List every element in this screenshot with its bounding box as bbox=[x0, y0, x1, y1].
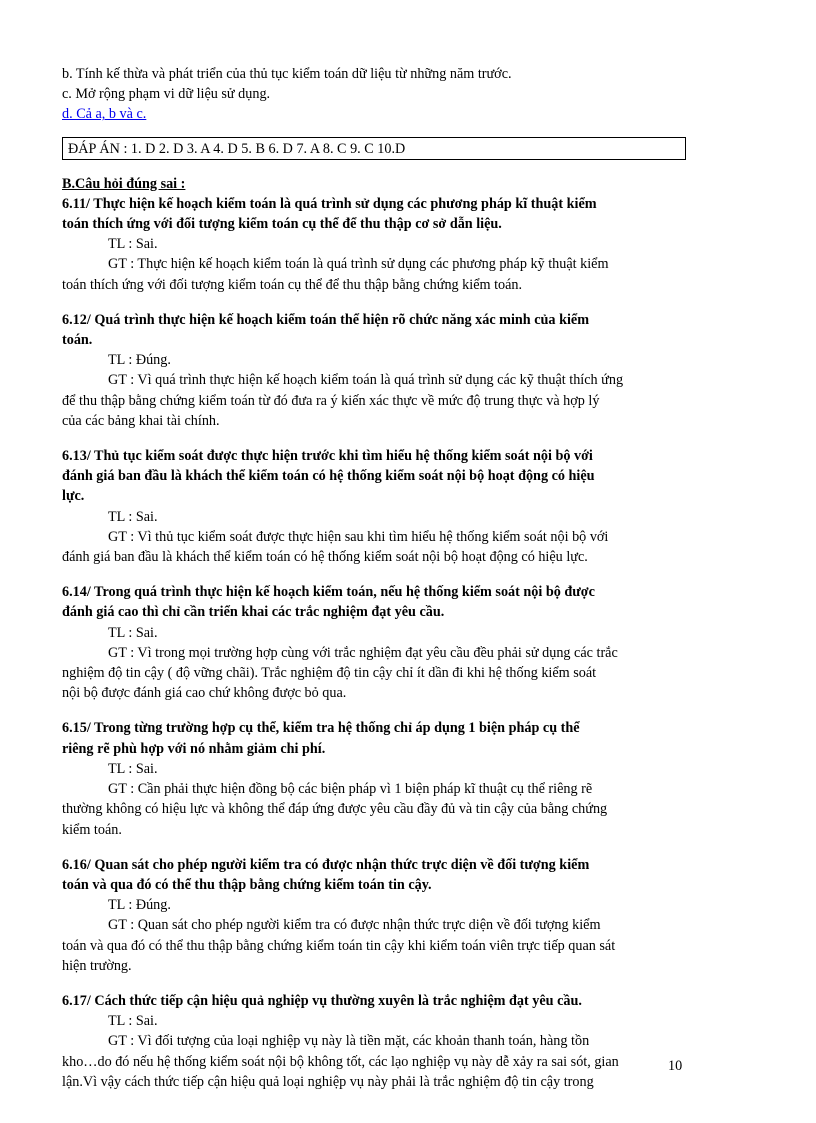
answer-verdict: TL : Đúng. bbox=[108, 352, 171, 369]
explanation-line: GT : Quan sát cho phép người kiểm tra có được nhận thức trực diện về đối tượng kiểm bbox=[108, 917, 601, 934]
question-block bbox=[62, 991, 686, 1092]
explanation-line: GT : Vì quá trình thực hiện kế hoạch kiểm toán là quá trình sử dụng các kỹ thuật thích ứng bbox=[108, 372, 624, 389]
document-page bbox=[62, 64, 686, 1092]
option-c: c. Mở rộng phạm vi dữ liệu sử dụng. bbox=[62, 86, 271, 103]
explanation-line: GT : Thực hiện kế hoạch kiểm toán là quá trình sử dụng các phương pháp kỹ thuật kiểm bbox=[108, 256, 609, 273]
question-title-line: toán. bbox=[62, 332, 93, 349]
question-title-line: 6.17/ Cách thức tiếp cận hiệu quả nghiệp vụ thường xuyên là trắc nghiệm đạt yêu cầu. bbox=[62, 992, 582, 1009]
question-title-line: 6.16/ Quan sát cho phép người kiểm tra có được nhận thức trực diện về đối tượng kiểm bbox=[62, 856, 590, 873]
answer-verdict: TL : Sai. bbox=[108, 508, 158, 525]
explanation-line: lận.Vì vậy cách thức tiếp cận hiệu quả loại nghiệp vụ này phải là trắc nghiệm độ tin cậy trong bbox=[62, 1073, 594, 1090]
explanation-line: GT : Vì trong mọi trường hợp cùng với trắc nghiệm đạt yêu cầu đều phải sử dụng các trắc bbox=[108, 644, 618, 661]
question-title-line: đánh giá cao thì chỉ cần triển khai các trắc nghiệm đạt yêu cầu. bbox=[62, 604, 445, 621]
question-block bbox=[62, 446, 686, 567]
question-title-line: toán thích ứng với đối tượng kiểm toán cụ thể để thu thập cơ sở dẫn liệu. bbox=[62, 216, 502, 233]
answer-verdict: TL : Sai. bbox=[108, 624, 158, 641]
question-title-line: 6.13/ Thủ tục kiểm soát được thực hiện trước khi tìm hiểu hệ thống kiểm soát nội bộ với bbox=[62, 448, 593, 465]
option-d-link[interactable]: d. Cả a, b và c. bbox=[62, 106, 147, 123]
explanation-line: thường không có hiệu lực và không thể đáp ứng được yêu cầu đầy đủ và tin cậy của bằng chứng bbox=[62, 801, 608, 818]
question-block bbox=[62, 310, 686, 431]
page-number: 10 bbox=[668, 1058, 683, 1074]
question-title-line: lực. bbox=[62, 488, 85, 505]
explanation-line: nghiệm độ tin cậy ( độ vững chãi). Trắc nghiệm độ tin cậy chỉ ít dần đi khi hệ thống kiểm soát bbox=[62, 665, 597, 682]
question-title-line: toán và qua đó có thể thu thập bằng chứng kiểm toán tin cậy. bbox=[62, 876, 432, 893]
option-b: b. Tính kế thừa và phát triển của thủ tục kiểm toán dữ liệu từ những năm trước. bbox=[62, 66, 512, 82]
explanation-line: của các bảng khai tài chính. bbox=[62, 412, 220, 429]
explanation-line: GT : Cần phải thực hiện đồng bộ các biện pháp vì 1 biện pháp kĩ thuật cụ thể riêng rẽ bbox=[108, 781, 593, 798]
question-title-line: 6.15/ Trong từng trường hợp cụ thể, kiểm tra hệ thống chỉ áp dụng 1 biện pháp cụ thể bbox=[62, 720, 580, 737]
question-title-line: 6.14/ Trong quá trình thực hiện kế hoạch kiểm toán, nếu hệ thống kiểm soát nội bộ được bbox=[62, 584, 595, 601]
explanation-line: để thu thập bằng chứng kiểm toán từ đó đưa ra ý kiến xác thực về mức độ trung thực và hợp lý bbox=[62, 392, 600, 409]
section-title: B.Câu hỏi đúng sai : bbox=[62, 175, 186, 192]
question-list bbox=[62, 194, 686, 1092]
answer-verdict: TL : Sai. bbox=[108, 1013, 158, 1030]
explanation-line: toán và qua đó có thể thu thập bằng chứng kiểm toán tin cậy khi kiểm toán viên trực tiếp quan sát bbox=[62, 937, 616, 954]
explanation-line: hiện trường. bbox=[62, 957, 132, 974]
answer-verdict: TL : Sai. bbox=[108, 760, 158, 777]
question-block bbox=[62, 582, 686, 703]
question-title-line: riêng rẽ phù hợp với nó nhằm giảm chi phí. bbox=[62, 740, 326, 757]
answer-verdict: TL : Sai. bbox=[108, 236, 158, 253]
explanation-line: đánh giá ban đầu là khách thể kiểm toán có hệ thống kiểm soát nội bộ hoạt động có hiệu lực. bbox=[62, 549, 588, 566]
explanation-line: toán thích ứng với đối tượng kiểm toán cụ thể để thu thập bằng chứng kiểm toán. bbox=[62, 276, 523, 293]
explanation-line: GT : Vì đối tượng của loại nghiệp vụ này là tiền mặt, các khoản thanh toán, hàng tồn bbox=[108, 1033, 590, 1050]
explanation-line: kiểm toán. bbox=[62, 821, 122, 838]
question-title-line: 6.11/ Thực hiện kế hoạch kiểm toán là quá trình sử dụng các phương pháp kĩ thuật kiểm bbox=[62, 195, 597, 212]
question-title-line: 6.12/ Quá trình thực hiện kế hoạch kiểm toán thể hiện rõ chức năng xác minh của kiểm bbox=[62, 311, 590, 328]
question-block bbox=[62, 718, 686, 839]
explanation-line: kho…do đó nếu hệ thống kiểm soát nội bộ không tốt, các lạo nghiệp vụ này dễ xảy ra sai sót, gian bbox=[62, 1053, 619, 1070]
explanation-line: GT : Vì thủ tục kiểm soát được thực hiện sau khi tìm hiểu hệ thống kiểm soát nội bộ với bbox=[108, 528, 609, 545]
answer-verdict: TL : Đúng. bbox=[108, 897, 171, 914]
answer-key-box: ĐÁP ÁN : 1. D 2. D 3. A 4. D 5. B 6. D 7. A 8. C 9. C 10.D bbox=[62, 137, 686, 160]
question-block bbox=[62, 855, 686, 976]
explanation-line: nội bộ được đánh giá cao chứ không được bỏ qua. bbox=[62, 685, 347, 702]
question-block bbox=[62, 194, 686, 295]
question-title-line: đánh giá ban đầu là khách thể kiểm toán có hệ thống kiểm soát nội bộ hoạt động có hiệu bbox=[62, 468, 595, 485]
